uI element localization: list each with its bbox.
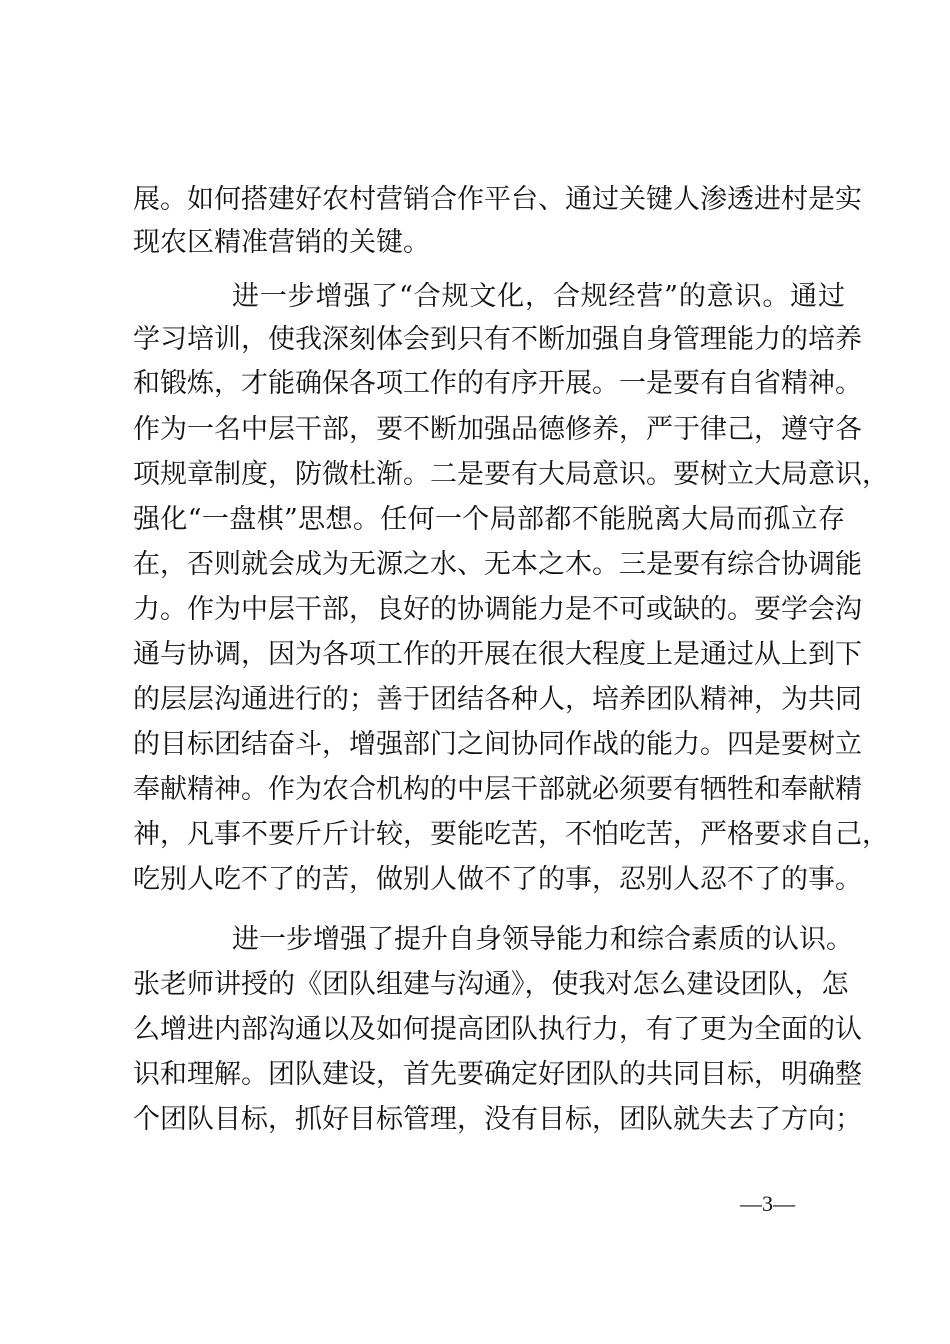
text-line: 项规章制度，防微杜渐。二是要有大局意识。要树立大局意识， (133, 459, 889, 490)
paragraph-start: 进一步增强了提升自身领导能力和综合素质的认识。 (232, 924, 853, 955)
text-line: 个团队目标，抓好目标管理，没有目标，团队就失去了方向； (133, 1104, 862, 1135)
text-line: 么增进内部沟通以及如何提高团队执行力，有了更为全面的认 (133, 1014, 862, 1045)
text-line: 现农区精准营销的关键。 (133, 227, 430, 258)
paragraph-start: 进一步增强了“合规文化，合规经营”的意识。通过 (232, 281, 845, 312)
text-line: 奉献精神。作为农合机构的中层干部就必须要有牺牲和奉献精 (133, 774, 862, 805)
text-line: 的层层沟通进行的；善于团结各种人，培养团队精神，为共同 (133, 684, 862, 715)
text-line: 和锻炼，才能确保各项工作的有序开展。一是要有自省精神。 (133, 368, 862, 399)
text-line: 吃别人吃不了的苦，做别人做不了的事，忍别人忍不了的事。 (133, 864, 862, 895)
text-line: 张老师讲授的《团队组建与沟通》，使我对怎么建设团队，怎 (133, 969, 849, 1000)
text-line: 识和理解。团队建设，首先要确定好团队的共同目标，明确整 (133, 1059, 862, 1090)
text-line: 力。作为中层干部，良好的协调能力是不可或缺的。要学会沟 (133, 594, 862, 625)
text-line: 的目标团结奋斗，增强部门之间协同作战的能力。四是要树立 (133, 729, 862, 760)
text-line: 作为一名中层干部，要不断加强品德修养，严于律己，遵守各 (133, 414, 862, 445)
text-line: 通与协调，因为各项工作的开展在很大程度上是通过从上到下 (133, 639, 862, 670)
text-line: 神，凡事不要斤斤计较，要能吃苦，不怕吃苦，严格要求自己， (133, 819, 889, 850)
text-line: 在，否则就会成为无源之水、无本之木。三是要有综合协调能 (133, 549, 862, 580)
text-line: 学习培训，使我深刻体会到只有不断加强自身管理能力的培养 (133, 324, 862, 355)
text-line: 展。如何搭建好农村营销合作平台、通过关键人渗透进村是实 (133, 184, 862, 215)
text-line: 强化“一盘棋”思想。任何一个局部都不能脱离大局而孤立存 (133, 504, 845, 535)
page-number: —3— (740, 1191, 795, 1216)
